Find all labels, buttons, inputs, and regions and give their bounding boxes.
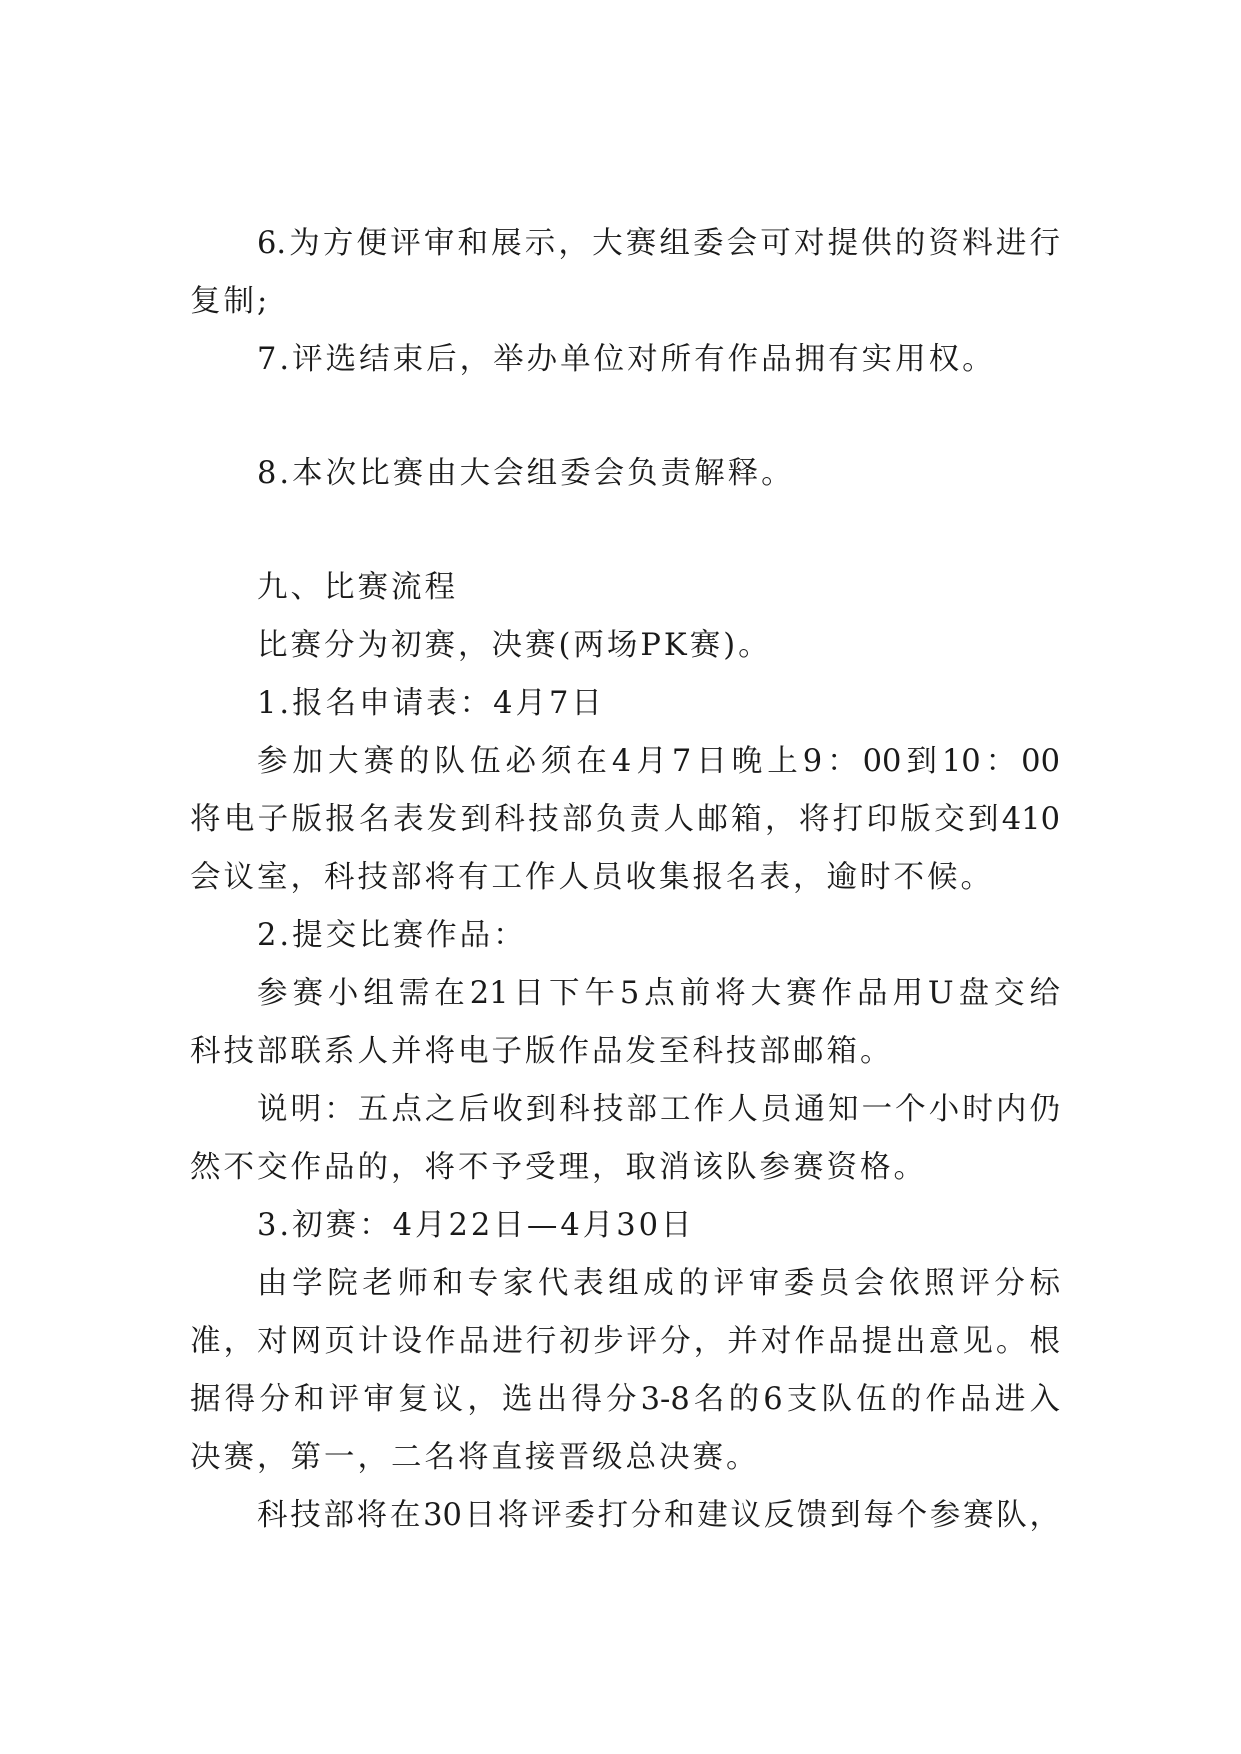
section-heading: 九、比赛流程 — [257, 570, 458, 605]
paragraph-line: 然不交作品的，将不予受理，取消该队参赛资格。 — [190, 1150, 927, 1185]
paragraph-line: 6.为方便评审和展示，大赛组委会可对提供的资料进行 — [257, 226, 1060, 261]
paragraph-line: 3.初赛：4月22日—4月30日 — [257, 1208, 695, 1243]
paragraph-line: 比赛分为初赛，决赛(两场PK赛)。 — [257, 628, 772, 663]
paragraph-line: 说明：五点之后收到科技部工作人员通知一个小时内仍 — [257, 1092, 1060, 1127]
paragraph-line: 会议室，科技部将有工作人员收集报名表，逾时不候。 — [190, 860, 994, 895]
paragraph-line: 2.提交比赛作品： — [257, 918, 527, 953]
paragraph-line: 1.报名申请表：4月7日 — [257, 686, 605, 721]
paragraph-line: 据得分和评审复议，选出得分3-8名的6支队伍的作品进入 — [190, 1382, 1060, 1417]
paragraph-line: 复制; — [190, 284, 271, 319]
paragraph-line: 科技部联系人并将电子版作品发至科技部邮箱。 — [190, 1034, 894, 1069]
paragraph-line: 将电子版报名表发到科技部负责人邮箱，将打印版交到410 — [190, 802, 1060, 837]
paragraph-line: 决赛，第一，二名将直接晋级总决赛。 — [190, 1440, 760, 1475]
paragraph-line: 科技部将在30日将评委打分和建议反馈到每个参赛队， — [257, 1498, 1060, 1533]
paragraph-line: 参赛小组需在21日下午5点前将大赛作品用U盘交给 — [257, 976, 1060, 1011]
paragraph-line: 7.评选结束后，举办单位对所有作品拥有实用权。 — [257, 342, 996, 377]
paragraph-line: 由学院老师和专家代表组成的评审委员会依照评分标 — [257, 1266, 1060, 1301]
paragraph-line: 8.本次比赛由大会组委会负责解释。 — [257, 456, 795, 491]
paragraph-line: 参加大赛的队伍必须在4月7日晚上9：00到10：00 — [257, 744, 1060, 779]
paragraph-line: 准，对网页计设作品进行初步评分，并对作品提出意见。根 — [190, 1324, 1060, 1359]
